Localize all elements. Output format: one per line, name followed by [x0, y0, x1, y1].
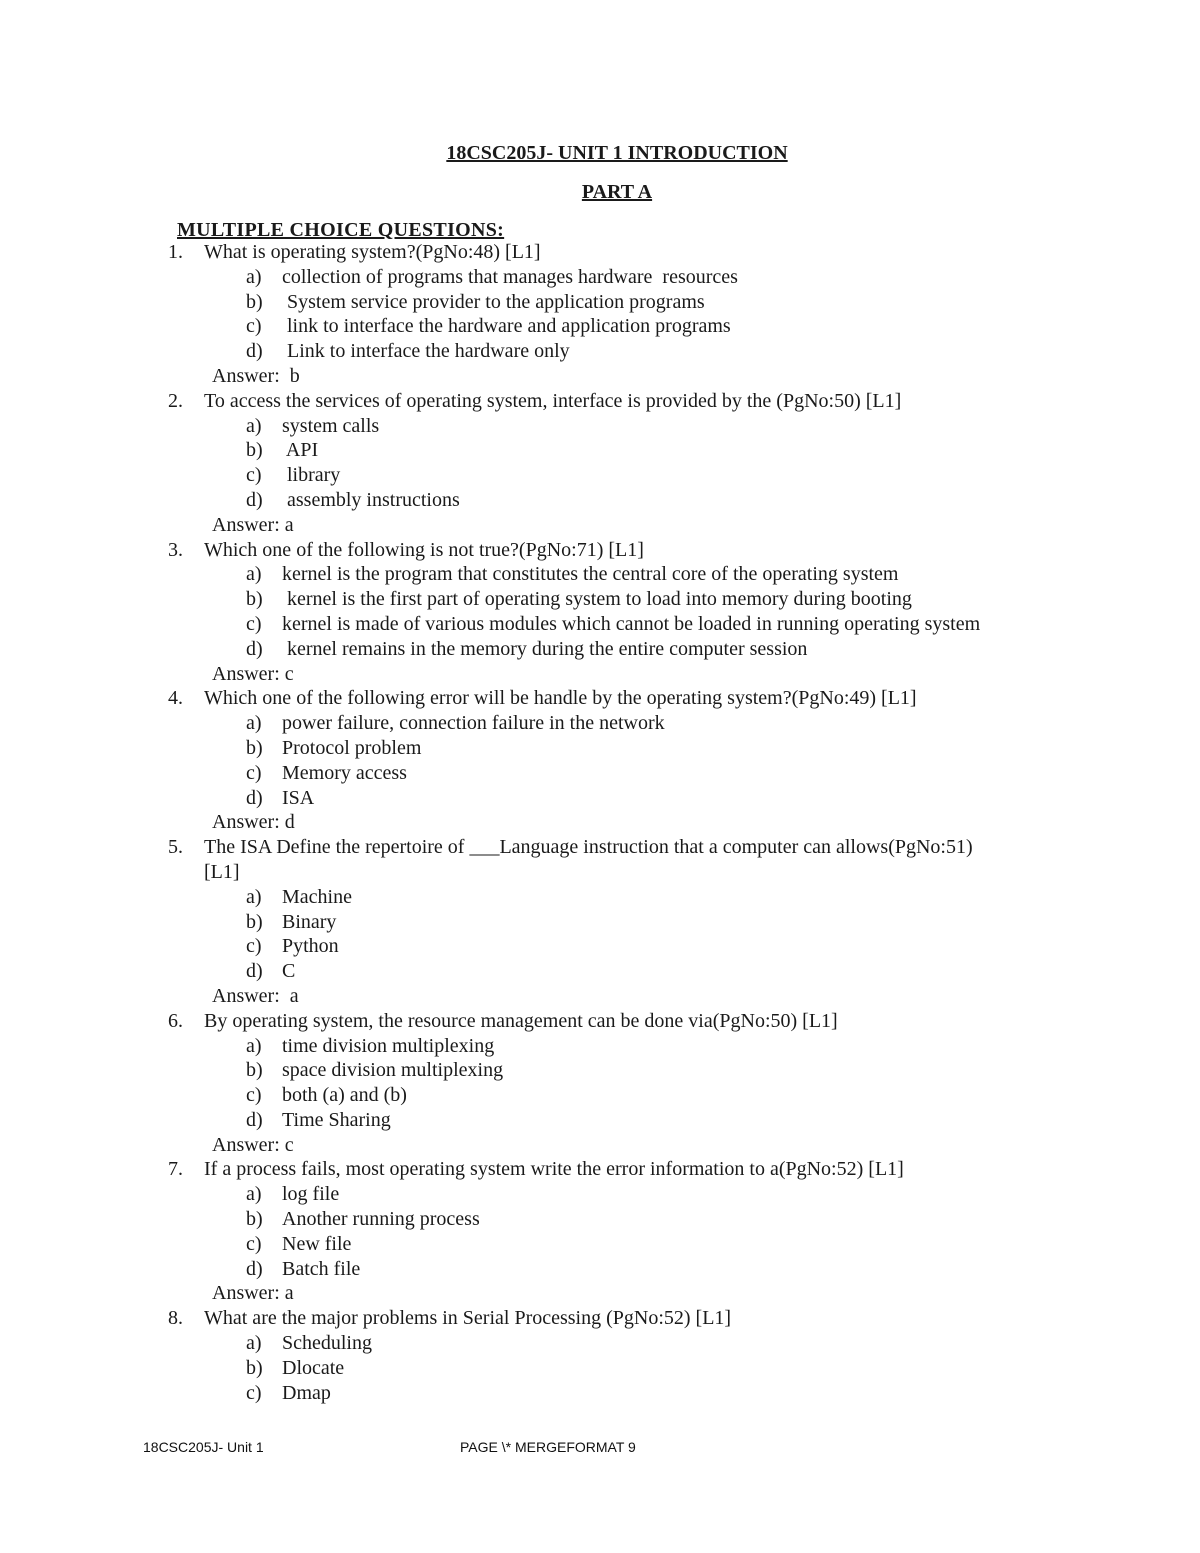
question-text: [L1] [204, 860, 240, 883]
answer-line [0, 662, 1200, 687]
question-text: What is operating system?(PgNo:48) [L1] [204, 241, 541, 263]
question-text: What are the major problems in Serial Processing (PgNo:52) [L1] [204, 1307, 732, 1330]
option-label: b) [246, 1208, 263, 1231]
document-title: 18CSC205J- UNIT 1 INTRODUCTION [446, 142, 788, 164]
option-item [0, 736, 1200, 761]
question-number: 4. [168, 687, 183, 710]
answer-text: Answer: a [212, 984, 299, 1007]
option-label: b) [246, 1059, 263, 1082]
option-label: c) [246, 761, 262, 784]
option-text: system calls [282, 414, 380, 437]
option-item [0, 488, 1200, 513]
option-item [0, 910, 1200, 935]
option-label: c) [246, 1232, 262, 1255]
question-line [0, 389, 1200, 414]
question-line [0, 240, 1200, 265]
option-item [0, 761, 1200, 786]
option-label: a) [246, 1332, 262, 1355]
option-text: Dlocate [282, 1356, 345, 1379]
footer-left: 18CSC205J- Unit 1 [143, 1439, 264, 1455]
option-item [0, 290, 1200, 315]
option-text: ISA [282, 786, 315, 809]
option-text: log file [282, 1183, 340, 1206]
answer-line [0, 1133, 1200, 1158]
question-line [0, 1009, 1200, 1034]
question-list [0, 240, 1200, 1405]
option-text: Scheduling [282, 1332, 372, 1355]
answer-line [0, 1281, 1200, 1306]
answer-line [0, 984, 1200, 1009]
option-text: kernel is made of various modules which cannot be loaded in running operating system [282, 612, 981, 635]
question-number: 2. [168, 389, 183, 412]
option-item [0, 1257, 1200, 1282]
question-number: 8. [168, 1307, 183, 1330]
option-item [0, 1108, 1200, 1133]
option-text: kernel is the first part of operating system to load into memory during booting [282, 588, 912, 611]
option-label: b) [246, 588, 263, 611]
option-text: library [282, 464, 341, 487]
option-label: c) [246, 464, 262, 487]
option-item [0, 587, 1200, 612]
option-item [0, 314, 1200, 339]
question-text: The ISA Define the repertoire of ___Language instruction that a computer can allows(PgNo:51) [204, 836, 973, 859]
option-text: kernel is the program that constitutes the central core of the operating system [282, 563, 899, 586]
option-label: b) [246, 439, 263, 462]
answer-text: Answer: c [212, 1133, 294, 1156]
option-text: Batch file [282, 1257, 361, 1280]
option-item [0, 1034, 1200, 1059]
option-label: a) [246, 1183, 262, 1206]
part-heading: PART A [581, 181, 653, 203]
option-label: a) [246, 265, 262, 288]
option-text: Binary [282, 910, 337, 933]
option-item [0, 339, 1200, 364]
option-item [0, 1381, 1200, 1406]
question-text: To access the services of operating system, interface is provided by the (PgNo:50) [L1] [204, 389, 902, 412]
answer-line [0, 364, 1200, 389]
option-text: Link to interface the hardware only [282, 340, 570, 363]
option-label: d) [246, 1257, 263, 1280]
option-item [0, 1331, 1200, 1356]
question-line [0, 538, 1200, 563]
option-text: Time Sharing [282, 1108, 391, 1131]
option-text: Protocol problem [282, 736, 422, 759]
option-item [0, 438, 1200, 463]
section-heading: MULTIPLE CHOICE QUESTIONS: [177, 219, 505, 241]
option-label: d) [246, 488, 263, 511]
answer-text: Answer: c [212, 662, 294, 685]
option-text: New file [282, 1232, 352, 1255]
option-label: d) [246, 960, 263, 983]
option-label: b) [246, 1356, 263, 1379]
option-label: b) [246, 910, 263, 933]
question-text: By operating system, the resource management can be done via(PgNo:50) [L1] [204, 1009, 838, 1032]
option-text: power failure, connection failure in the network [282, 712, 665, 735]
option-text: Dmap [282, 1381, 331, 1404]
option-item [0, 637, 1200, 662]
option-item [0, 1083, 1200, 1108]
option-label: d) [246, 637, 263, 660]
option-item [0, 612, 1200, 637]
option-label: c) [246, 1381, 262, 1404]
option-item [0, 1182, 1200, 1207]
option-text: collection of programs that manages hardware resources [282, 265, 738, 288]
option-text: assembly instructions [282, 488, 460, 511]
question-line [0, 1306, 1200, 1331]
footer-page-field: PAGE \* MERGEFORMAT 9 [460, 1439, 636, 1455]
option-label: a) [246, 1034, 262, 1057]
option-text: Machine [282, 885, 352, 908]
option-item [0, 885, 1200, 910]
option-label: b) [246, 290, 263, 313]
option-label: a) [246, 414, 262, 437]
option-item [0, 786, 1200, 811]
option-label: d) [246, 1108, 263, 1131]
question-number: 1. [168, 241, 183, 263]
option-text: Memory access [282, 761, 407, 784]
question-number: 6. [168, 1009, 183, 1032]
option-text: Python [282, 935, 339, 958]
question-text: Which one of the following is not true?(PgNo:71) [L1] [204, 538, 644, 561]
option-text: System service provider to the application programs [282, 290, 705, 313]
question-number: 7. [168, 1158, 183, 1181]
option-item [0, 1058, 1200, 1083]
option-label: a) [246, 712, 262, 735]
question-line-continued [0, 860, 1200, 885]
answer-line [0, 513, 1200, 538]
question-text: Which one of the following error will be handle by the operating system?(PgNo:49) [L1] [204, 687, 917, 710]
option-label: a) [246, 563, 262, 586]
option-text: link to interface the hardware and application programs [282, 315, 731, 338]
option-label: c) [246, 1084, 262, 1107]
answer-line [0, 810, 1200, 835]
question-number: 5. [168, 836, 183, 859]
option-item [0, 414, 1200, 439]
question-line [0, 1157, 1200, 1182]
answer-text: Answer: a [212, 513, 294, 536]
option-item [0, 562, 1200, 587]
option-text: C [282, 960, 296, 983]
question-number: 3. [168, 538, 183, 561]
option-item [0, 265, 1200, 290]
answer-text: Answer: d [212, 811, 295, 834]
option-label: c) [246, 315, 262, 338]
option-label: b) [246, 736, 263, 759]
option-item [0, 711, 1200, 736]
option-text: space division multiplexing [282, 1059, 504, 1082]
option-text: time division multiplexing [282, 1034, 495, 1057]
answer-text: Answer: b [212, 364, 300, 387]
question-line [0, 835, 1200, 860]
option-text: kernel remains in the memory during the entire computer session [282, 637, 808, 660]
option-text: API [282, 439, 319, 462]
question-text: If a process fails, most operating system write the error information to a(PgNo:52) [L1] [204, 1158, 904, 1181]
option-label: a) [246, 885, 262, 908]
option-item [0, 959, 1200, 984]
option-text: Another running process [282, 1208, 480, 1231]
option-label: d) [246, 786, 263, 809]
question-line [0, 686, 1200, 711]
answer-text: Answer: a [212, 1282, 294, 1305]
option-text: both (a) and (b) [282, 1084, 407, 1107]
option-item [0, 934, 1200, 959]
option-label: c) [246, 935, 262, 958]
option-item [0, 463, 1200, 488]
option-item [0, 1356, 1200, 1381]
option-label: c) [246, 612, 262, 635]
option-label: d) [246, 340, 263, 363]
option-item [0, 1207, 1200, 1232]
option-item [0, 1232, 1200, 1257]
